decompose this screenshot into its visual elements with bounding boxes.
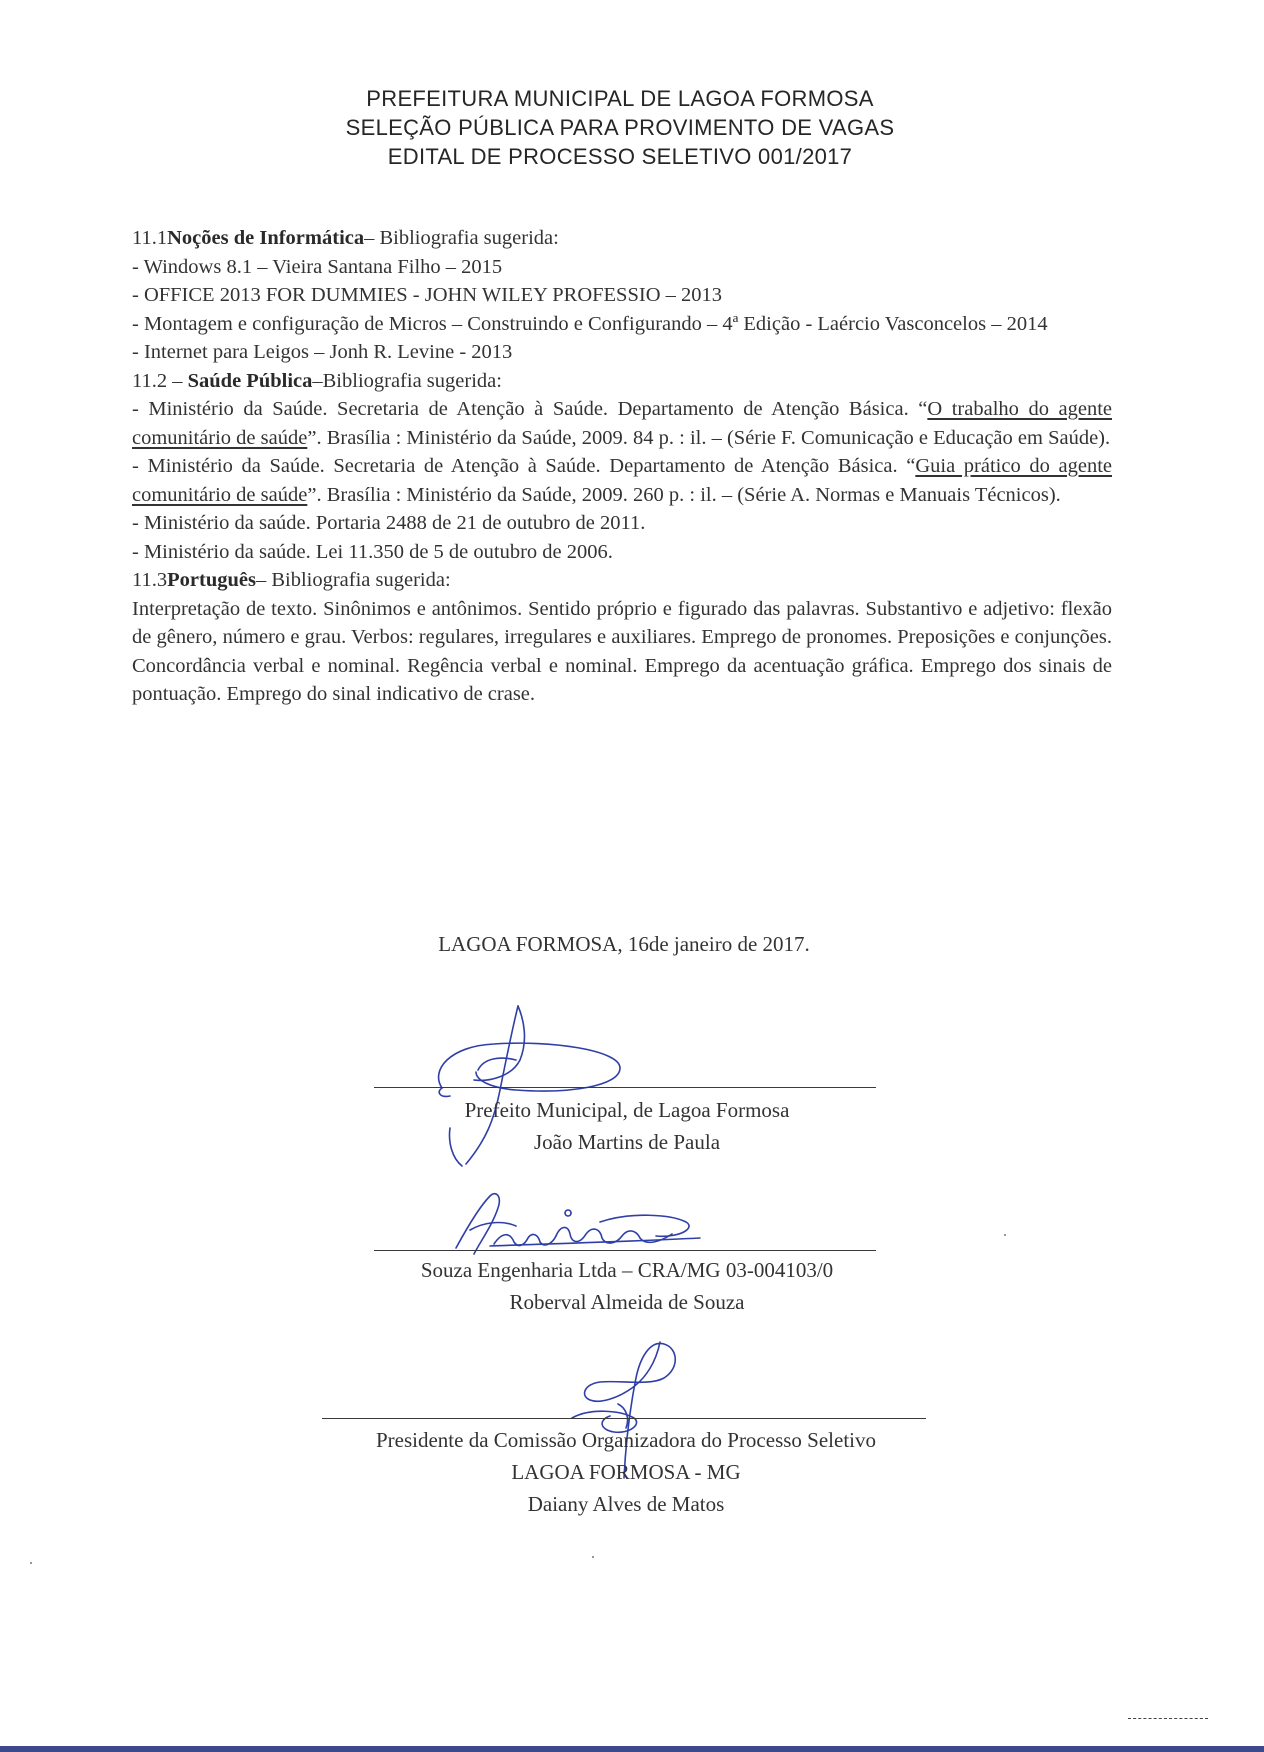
section-heading-portugues: 11.3Português– Bibliografia sugerida:	[132, 569, 451, 591]
list-item: - Ministério da Saúde. Secretaria de Atenção à Saúde. Departamento de Atenção Básica. “Guia prático do agente comunitário de saúde”. Brasília : Ministério da Saúde, 2009. 260 p. : il. – (Série A. Normas e Manuais Técnicos).	[132, 455, 1112, 506]
signer-role: Prefeito Municipal, de Lagoa Formosa	[464, 1098, 790, 1122]
scan-speck	[30, 1562, 32, 1564]
book-title: Guia prático do agente comunitário de saúde	[132, 455, 1112, 506]
scan-edge-mark	[1128, 1718, 1208, 1721]
section-title-informatica: Noções de Informática	[167, 227, 365, 249]
book-title: O trabalho do agente comunitário de saúde	[132, 398, 1112, 449]
signer-role: Presidente da Comissão Organizadora do Processo Seletivo	[375, 1428, 876, 1452]
signer-place: LAGOA FORMOSA - MG	[511, 1460, 741, 1484]
list-item: - OFFICE 2013 FOR DUMMIES - JOHN WILEY PROFESSIO – 2013	[132, 284, 722, 306]
signer-role: Souza Engenharia Ltda – CRA/MG 03-004103/0	[420, 1258, 834, 1282]
document-header	[0, 84, 1240, 171]
signature-line-empresa	[374, 1250, 876, 1251]
section-heading-informatica: 11.1Noções de Informática– Bibliografia sugerida:	[132, 227, 559, 249]
signature-line-prefeito	[374, 1087, 876, 1088]
section-body-portugues: Interpretação de texto. Sinônimos e antônimos. Sentido próprio e figurado das palavras. Substantivo e adjetivo: flexão de gênero, número e grau. Verbos: regulares, irregulares e auxiliares. Emprego de pronomes. Preposições e conjunções. Concordância verbal e nominal. Regência verbal e nominal. Emprego da acentuação gráfica. Emprego dos sinais de pontuação. Emprego do sinal indicativo de crase.	[132, 597, 1112, 705]
signature-block-comissao	[322, 1424, 930, 1520]
list-item: - Montagem e configuração de Micros – Construindo e Configurando – 4ª Edição - Laércio Vasconcelos – 2014	[132, 312, 1048, 335]
section-title-saude: Saúde Pública	[187, 369, 313, 392]
signer-name: Daiany Alves de Matos	[527, 1492, 725, 1516]
list-item: - Ministério da Saúde. Secretaria de Atenção à Saúde. Departamento de Atenção Básica. “O trabalho do agente comunitário de saúde”. Brasília : Ministério da Saúde, 2009. 84 p. : il. – (Série F. Comunicação e Educação em Saúde).	[132, 398, 1112, 449]
section-title-portugues: Português	[167, 569, 256, 591]
scan-bottom-edge	[0, 1746, 1264, 1752]
signer-name: Roberval Almeida de Souza	[509, 1290, 745, 1314]
list-item: - Ministério da saúde. Portaria 2488 de 21 de outubro de 2011.	[132, 512, 646, 534]
signer-name: João Martins de Paula	[533, 1130, 721, 1154]
bibliography-content	[132, 224, 1112, 709]
date-line: LAGOA FORMOSA, 16de janeiro de 2017.	[438, 932, 810, 956]
header-line-2: SELEÇÃO PÚBLICA PARA PROVIMENTO DE VAGAS	[345, 115, 895, 140]
header-line-1: PREFEITURA MUNICIPAL DE LAGOA FORMOSA	[366, 86, 874, 111]
header-line-3: EDITAL DE PROCESSO SELETIVO 001/2017	[387, 144, 853, 169]
scan-speck	[1004, 1234, 1006, 1236]
section-heading-saude: 11.2 – Saúde Pública–Bibliografia sugerida:	[132, 369, 502, 392]
signature-line-comissao	[322, 1418, 926, 1419]
list-item: - Ministério da saúde. Lei 11.350 de 5 de outubro de 2006.	[132, 540, 613, 563]
list-item: - Internet para Leigos – Jonh R. Levine - 2013	[132, 341, 513, 363]
signature-block-empresa	[374, 1254, 880, 1318]
signature-block-prefeito	[374, 1094, 880, 1158]
scan-speck	[592, 1556, 594, 1558]
list-item: - Windows 8.1 – Vieira Santana Filho – 2015	[132, 255, 503, 278]
